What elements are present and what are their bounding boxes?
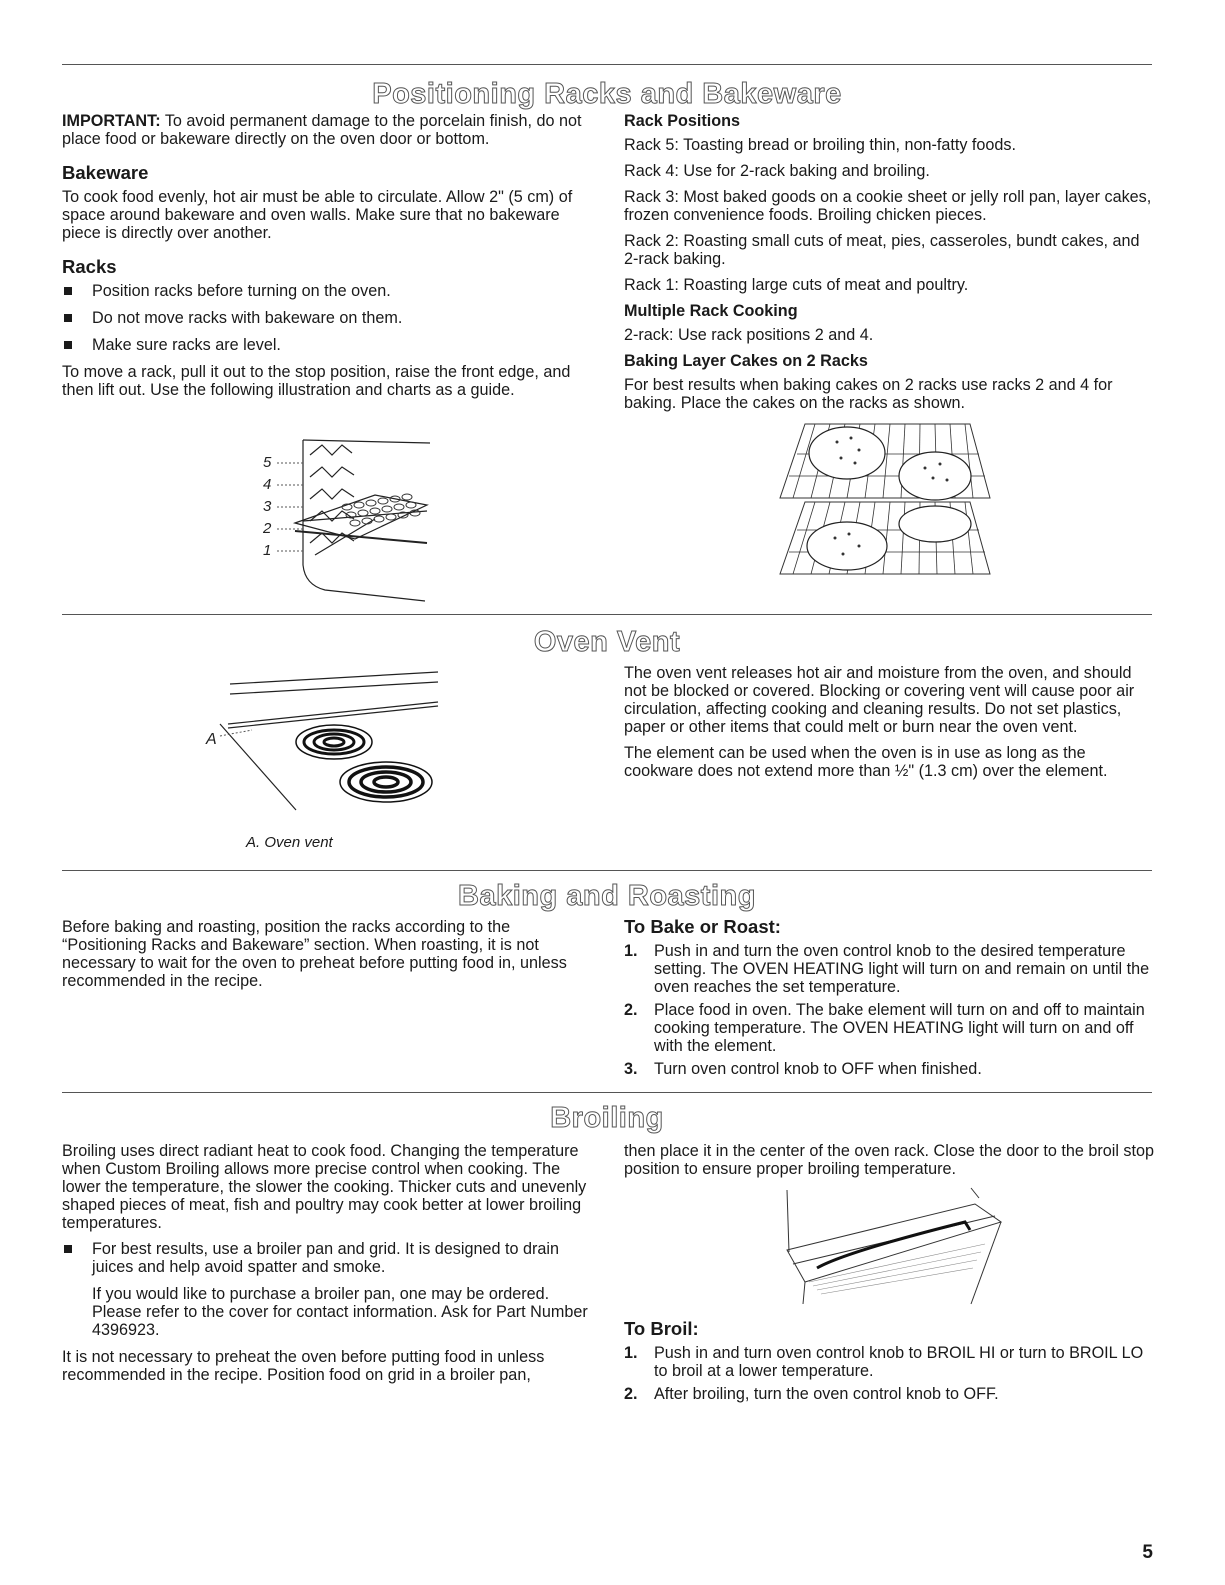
positioning-left-column bbox=[62, 112, 592, 407]
move-rack-text: To move a rack, pull it out to the stop position, raise the front edge, and then lift out. Use the following illustration and charts as a guide. bbox=[62, 363, 571, 399]
bake-steps-heading: To Bake or Roast: bbox=[624, 916, 781, 937]
baking-right-column bbox=[624, 916, 1154, 1083]
broiling-right-column bbox=[624, 1142, 1154, 1186]
step-text: Push in and turn the oven control knob to the desired temperature setting. The OVEN HEATING light will turn on and remain on until the oven reaches the set temperature. bbox=[654, 942, 1150, 996]
bake-steps-list bbox=[624, 942, 1154, 1078]
multiple-rack-heading: Multiple Rack Cooking bbox=[624, 302, 798, 320]
rack-label: 4 bbox=[263, 476, 272, 493]
section-rule bbox=[62, 64, 1152, 65]
list-item: 3. Turn oven control knob to OFF when finished. bbox=[624, 1060, 982, 1078]
oven-vent-illustration bbox=[200, 662, 450, 822]
vent-para-1: The oven vent releases hot air and moisture from the oven, and should not be blocked or covered. Blocking or covering vent will cause poor air circulation, affecting cooking and cleaning results. Do not set plastics, paper or other items that could melt or burn near the oven vent. bbox=[624, 664, 1135, 736]
broil-steps-heading: To Broil: bbox=[624, 1318, 699, 1339]
rack-position-item: Rack 4: Use for 2-rack baking and broiling. bbox=[624, 162, 930, 180]
bullet-text: For best results, use a broiler pan and grid. It is designed to drain juices and help avoid spatter and smoke. bbox=[92, 1240, 559, 1276]
vent-label-a: A bbox=[206, 731, 217, 748]
baking-left-column bbox=[62, 918, 592, 998]
racks-list bbox=[62, 282, 592, 354]
section-rule bbox=[62, 1092, 1152, 1093]
bullet-subtext: If you would like to purchase a broiler pan, one may be ordered. Please refer to the cover for contact information. Ask for Part Number 4396923. bbox=[92, 1285, 588, 1339]
rack-position-item: Rack 2: Roasting small cuts of meat, pies, casseroles, bundt cakes, and 2-rack baking. bbox=[624, 232, 1140, 268]
page-number: 5 bbox=[1142, 1542, 1153, 1563]
vent-right-column bbox=[624, 664, 1154, 788]
step-text: Push in and turn oven control knob to BROIL HI or turn to BROIL LO to broil at a lower temperature. bbox=[654, 1344, 1144, 1380]
rack-label: 3 bbox=[263, 498, 272, 515]
broiling-intro: Broiling uses direct radiant heat to cook food. Changing the temperature when Custom Broiling allows more precise control when cooking. The lower the temperature, the slower the cooking. Thicker cuts and unevenly shaped pieces of meat, fish and poultry may cook better at lower broiling temperatures. bbox=[62, 1142, 587, 1232]
layer-cakes-text: For best results when baking cakes on 2 racks use racks 2 and 4 for baking. Place the cakes on the racks as shown. bbox=[624, 376, 1113, 412]
broil-steps-list bbox=[624, 1344, 1154, 1403]
rack-label: 5 bbox=[263, 454, 272, 471]
step-text: Turn oven control knob to OFF when finished. bbox=[654, 1060, 982, 1078]
rack-label: 2 bbox=[263, 520, 272, 537]
broiling-right-para: then place it in the center of the oven rack. Close the door to the broil stop position to ensure proper broiling temperature. bbox=[624, 1142, 1155, 1178]
important-label: IMPORTANT: bbox=[62, 112, 161, 130]
vent-para-2: The element can be used when the oven is in use as long as the cookware does not extend more than ½" (1.3 cm) over the element. bbox=[624, 744, 1108, 780]
important-note bbox=[62, 112, 592, 148]
list-item bbox=[62, 1240, 592, 1339]
bakeware-heading: Bakeware bbox=[62, 162, 149, 183]
step-text: After broiling, turn the oven control knob to OFF. bbox=[654, 1385, 999, 1403]
rack-positions-illustration bbox=[255, 435, 435, 605]
multiple-rack-text: 2-rack: Use rack positions 2 and 4. bbox=[624, 326, 874, 344]
step-text: Place food in oven. The bake element will turn on and off to maintain cooking temperature. The OVEN HEATING light will turn on and off with the element. bbox=[654, 1001, 1145, 1055]
vent-caption: A. Oven vent bbox=[246, 834, 333, 851]
two-rack-cakes-illustration bbox=[775, 418, 995, 580]
rack-position-item: Rack 1: Roasting large cuts of meat and poultry. bbox=[624, 276, 969, 294]
racks-heading: Racks bbox=[62, 256, 117, 277]
broil-door-illustration bbox=[775, 1186, 1015, 1310]
broil-steps-column bbox=[624, 1318, 1154, 1408]
list-item: 1. Push in and turn the oven control knob to the desired temperature setting. The OVEN HEATING light will turn on and remain on until the oven reaches the set temperature. bbox=[624, 942, 1150, 996]
broiling-list bbox=[62, 1240, 592, 1339]
rack-position-item: Rack 3: Most baked goods on a cookie sheet or jelly roll pan, layer cakes, frozen convenience foods. Broiling chicken pieces. bbox=[624, 188, 1152, 224]
section-title-positioning: Positioning Racks and Bakeware bbox=[372, 78, 842, 110]
list-item: 2. After broiling, turn the oven control knob to OFF. bbox=[624, 1385, 999, 1403]
list-item: Position racks before turning on the oven. bbox=[62, 282, 592, 300]
list-item: 1. Push in and turn oven control knob to BROIL HI or turn to BROIL LO to broil at a lower temperature. bbox=[624, 1344, 1144, 1380]
broiling-para-2: It is not necessary to preheat the oven before putting food in unless recommended in the recipe. Position food on grid in a broiler pan, bbox=[62, 1348, 545, 1384]
rack-position-item: Rack 5: Toasting bread or broiling thin, non-fatty foods. bbox=[624, 136, 1017, 154]
important-text: To avoid permanent damage to the porcelain finish, do not place food or bakeware directly on the oven door or bottom. bbox=[62, 112, 582, 148]
baking-intro: Before baking and roasting, position the racks according to the “Positioning Racks and Bakeware” section. When roasting, it is not necessary to wait for the oven to preheat before putting food in, unless recommended in the recipe. bbox=[62, 918, 567, 990]
section-title-baking: Baking and Roasting bbox=[458, 880, 756, 912]
list-item: 2. Place food in oven. The bake element will turn on and off to maintain cooking temperature. The OVEN HEATING light will turn on and off with the element. bbox=[624, 1001, 1145, 1055]
section-rule bbox=[62, 614, 1152, 615]
section-title-vent: Oven Vent bbox=[533, 626, 681, 658]
broiling-left-column bbox=[62, 1142, 592, 1392]
section-title-broiling: Broiling bbox=[550, 1102, 664, 1134]
section-rule bbox=[62, 870, 1152, 871]
bakeware-text: To cook food evenly, hot air must be able to circulate. Allow 2" (5 cm) of space around bakeware and oven walls. Make sure that no bakeware piece is directly over another. bbox=[62, 188, 573, 242]
leader-line bbox=[220, 730, 252, 736]
list-item: Do not move racks with bakeware on them. bbox=[62, 309, 592, 327]
rack-positions-heading: Rack Positions bbox=[624, 112, 741, 130]
layer-cakes-heading: Baking Layer Cakes on 2 Racks bbox=[624, 352, 868, 370]
positioning-right-column bbox=[624, 112, 1154, 420]
list-item: Make sure racks are level. bbox=[62, 336, 592, 354]
rack-label: 1 bbox=[263, 542, 272, 559]
